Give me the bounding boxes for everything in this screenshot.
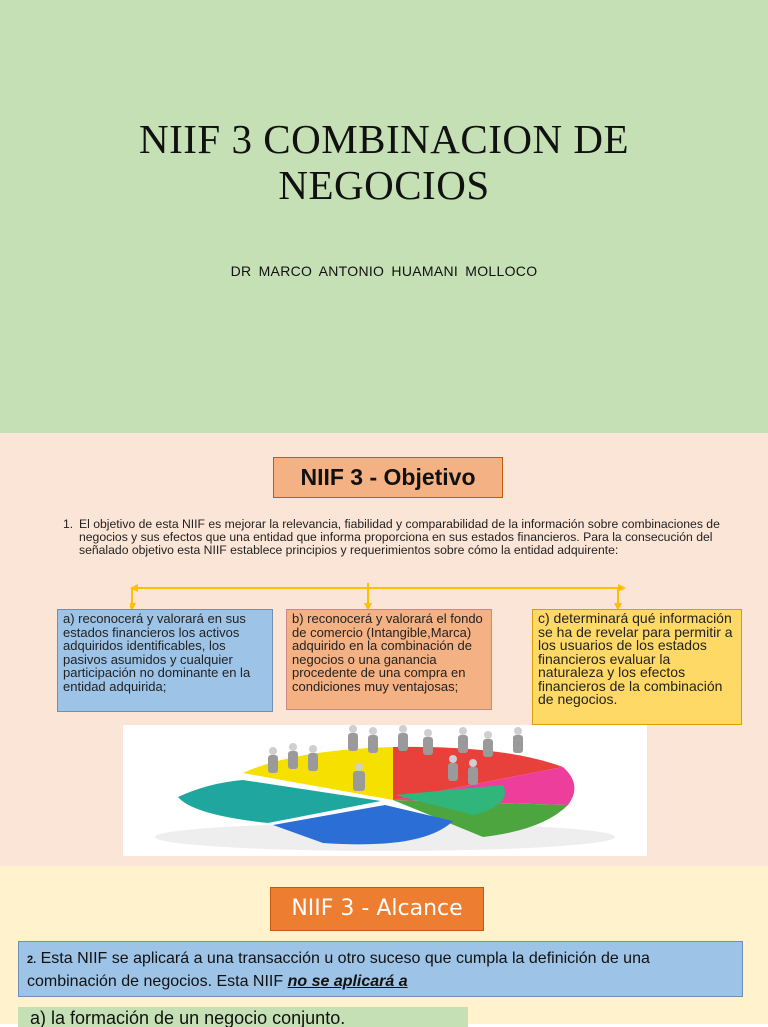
slide-title [0, 116, 768, 208]
paragraph-body: El objetivo de esta NIIF es mejorar la relevancia, fiabilidad y comparabilidad de la información sobre combinaciones de negocios y sus efectos que una entidad que informa proporciona en sus estados financieros. Para la consecución del señalado objetivo esta NIIF establece principios y requerimientos sobre cómo la entidad adquirente: [79, 517, 720, 557]
objective-item-c: c) determinará qué información se ha de revelar para permitir a los usuarios de los estados financieros evaluar la naturaleza y los efectos financieros de la combinación de negocios. [532, 609, 742, 725]
author-name: DR MARCO ANTONIO HUAMANI MOLLOCO [230, 263, 538, 279]
paragraph-body: Esta NIIF se aplicará a una transacción u otro suceso que cumpla la definición de una combinación de negocios. Esta NIIF [27, 950, 650, 990]
paragraph-number: 1. [63, 517, 74, 531]
objective-paragraph [63, 518, 743, 557]
objective-item-a: a) reconocerá y valorará en sus estados financieros los activos adquiridos identificables, los pasivos asumidos y cualquier participación no dominante en la entidad adquirida; [57, 609, 273, 712]
puzzle-pie-illustration [123, 725, 647, 856]
paragraph-number: 2. [27, 954, 37, 966]
title-slide [0, 0, 768, 433]
objective-item-b: b) reconocerá y valorará el fondo de comercio (Intangible,Marca) adquirido en la combinación de negocios o una ganancia procedente de una compra en condiciones muy ventajosas; [286, 609, 492, 710]
puzzle-pie-with-people-icon [123, 725, 647, 856]
objective-heading: NIIF 3 - Objetivo [273, 457, 503, 498]
exclusion-emphasis: no se aplicará a [287, 973, 408, 990]
scope-heading: NIIF 3 - Alcance [270, 887, 484, 931]
scope-item-a: a) la formación de un negocio conjunto. [18, 1007, 468, 1027]
scope-slide [0, 866, 768, 1027]
objective-slide [0, 433, 768, 866]
slide-title-line2: NEGOCIOS [278, 162, 490, 208]
slide-title-line1: NIIF 3 COMBINACION DE [139, 116, 629, 162]
scope-paragraph [18, 941, 743, 997]
